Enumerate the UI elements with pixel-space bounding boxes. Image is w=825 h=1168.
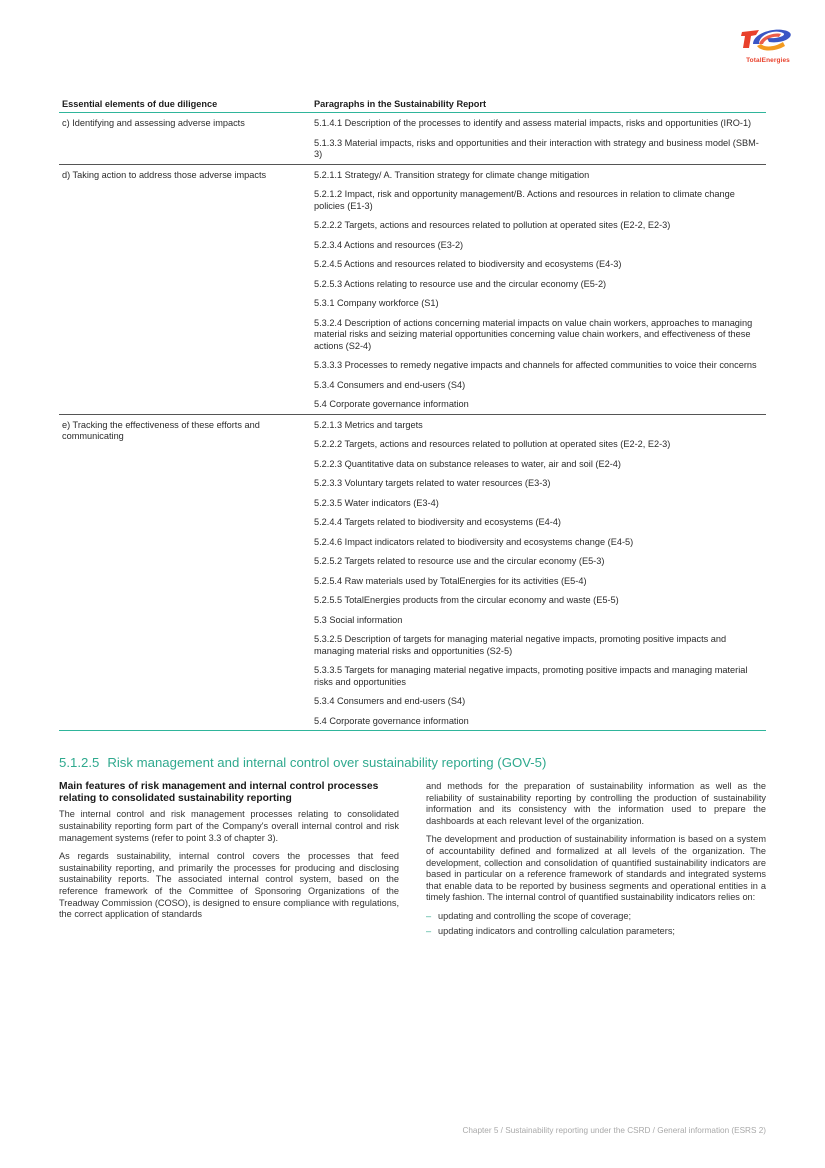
- paragraph-reference: 5.2.1.3 Metrics and targets: [314, 419, 423, 430]
- paragraph-reference: 5.1.3.3 Material impacts, risks and opportunities and their interaction with strategy and business model (SBM-3): [314, 137, 759, 159]
- page-footer: Chapter 5 / Sustainability reporting under the CSRD / General information (ESRS 2): [462, 1126, 766, 1135]
- paragraph-reference: 5.2.5.5 TotalEnergies products from the circular economy and waste (E5-5): [314, 595, 619, 605]
- bullet-list: [426, 911, 766, 937]
- section-heading: [59, 755, 546, 770]
- paragraph-reference: 5.3.3.5 Targets for managing material negative impacts, promoting positive impacts and managing material risks and opportunities: [314, 665, 748, 687]
- due-diligence-table: [59, 97, 766, 731]
- due-diligence-element: e) Tracking the effectiveness of these efforts and communicating: [59, 414, 311, 731]
- paragraph-reference: 5.3.2.5 Description of targets for managing material negative impacts, promoting positive impacts and managing material risks and opportunities (S2-5): [314, 634, 727, 656]
- bullet-item: – updating and controlling the scope of coverage;: [426, 911, 766, 923]
- paragraph-reference: 5.2.3.3 Voluntary targets related to water resources (E3-3): [314, 478, 551, 488]
- paragraph-reference: 5.3.3.3 Processes to remedy negative impacts and channels for affected communities to voice their concerns: [314, 360, 757, 370]
- paragraph: The internal control and risk management processes relating to consolidated sustainability reporting form part of the Company's overall internal control and risk management systems (refer to point 3.3 of chapter 3).: [59, 809, 399, 843]
- paragraph-reference: 5.2.4.4 Targets related to biodiversity and ecosystems (E4-4): [314, 517, 561, 527]
- table-header-row: [59, 97, 766, 113]
- paragraph-reference: 5.3 Social information: [314, 614, 403, 625]
- paragraph-reference: 5.3.4 Consumers and end-users (S4): [314, 379, 466, 390]
- paragraph-reference: 5.2.4.5 Actions and resources related to biodiversity and ecosystems (E4-3): [314, 259, 622, 269]
- paragraph: The development and production of sustainability information is based on a system of accountability defined and formalized at all levels of the organization. The development, collection and consolidation of quantified sustainability indicators are based in particular on a reference framework of standards and integrated systems that enable data to be reported by business segments and operational entities in a timely fashion. The internal control of quantified sustainability indicators relies on:: [426, 834, 766, 903]
- paragraph-reference: 5.2.5.3 Actions relating to resource use and the circular economy (E5-2): [314, 278, 607, 289]
- logo-wordmark: TotalEnergies: [746, 57, 790, 64]
- section-number: 5.1.2.5: [59, 755, 100, 770]
- totalenergies-logo-icon: [739, 22, 797, 56]
- paragraph-reference: 5.2.2.2 Targets, actions and resources related to pollution at operated sites (E2-2, E2-3): [314, 220, 671, 230]
- paragraph-reference: 5.3.4 Consumers and end-users (S4): [314, 696, 466, 706]
- paragraph-reference: 5.3.2.4 Description of actions concerning material impacts on value chain workers, approaches to managing material risks and seizing material opportunities concerning value chain workers, and effectiveness of these actions (S2-4): [314, 317, 753, 351]
- paragraph-reference: 5.2.3.4 Actions and resources (E3-2): [314, 239, 464, 250]
- paragraph-reference: 5.2.1.2 Impact, risk and opportunity management/B. Actions and resources in relation to climate change policies (E1-3): [314, 189, 735, 211]
- paragraph-references: [311, 164, 766, 414]
- paragraph-reference: 5.2.5.4 Raw materials used by TotalEnergies for its activities (E5-4): [314, 575, 587, 586]
- text-column-left: [59, 781, 399, 928]
- due-diligence-element: c) Identifying and assessing adverse impacts: [59, 113, 311, 165]
- text-column-right: [426, 781, 766, 940]
- due-diligence-element: d) Taking action to address those adverse impacts: [59, 164, 311, 414]
- paragraph-reference: 5.4 Corporate governance information: [314, 715, 469, 726]
- table-row: [59, 414, 766, 731]
- paragraph-reference: 5.2.4.6 Impact indicators related to biodiversity and ecosystems change (E4-5): [314, 536, 634, 547]
- paragraph-reference: 5.2.2.2 Targets, actions and resources related to pollution at operated sites (E2-2, E2-3): [314, 439, 671, 449]
- table-header-paragraphs: Paragraphs in the Sustainability Report: [311, 97, 766, 113]
- paragraph-reference: 5.4 Corporate governance information: [314, 399, 469, 409]
- subheading: Main features of risk management and internal control processes relating to consolidated sustainability reporting: [59, 781, 379, 805]
- section-title: Risk management and internal control over sustainability reporting (GOV-5): [107, 755, 547, 770]
- paragraph-reference: 5.2.5.2 Targets related to resource use and the circular economy (E5-3): [314, 556, 605, 566]
- table-row: [59, 164, 766, 414]
- paragraph: As regards sustainability, internal control covers the processes that feed sustainability reporting, and primarily the processes for producing and disclosing sustainability reports. The associated internal control system, based on the reference framework of the Committee of Sponsoring Organizations of the Treadway Commission (COSO), is designed to ensure compliance with regulations, the correct application of standards: [59, 851, 399, 920]
- paragraph-reference: 5.2.3.5 Water indicators (E3-4): [314, 497, 439, 508]
- table-row: [59, 113, 766, 165]
- paragraph: and methods for the preparation of sustainability information as well as the reliability of sustainability reporting by controlling the production of sustainability information and its consistency with the information used to prepare the dashboards at each relevant level of the organization.: [426, 781, 766, 826]
- bullet-item: – updating indicators and controlling calculation parameters;: [426, 926, 766, 938]
- table-header-element: Essential elements of due diligence: [59, 97, 311, 113]
- paragraph-references: [311, 113, 766, 165]
- paragraph-references: [311, 414, 766, 731]
- paragraph-reference: 5.2.2.3 Quantitative data on substance releases to water, air and soil (E2-4): [314, 458, 621, 469]
- totalenergies-logo: [738, 22, 798, 66]
- paragraph-reference: 5.3.1 Company workforce (S1): [314, 298, 439, 308]
- paragraph-reference: 5.1.4.1 Description of the processes to identify and assess material impacts, risks and opportunities (IRO-1): [314, 118, 752, 128]
- paragraph-reference: 5.2.1.1 Strategy/ A. Transition strategy for climate change mitigation: [314, 169, 590, 180]
